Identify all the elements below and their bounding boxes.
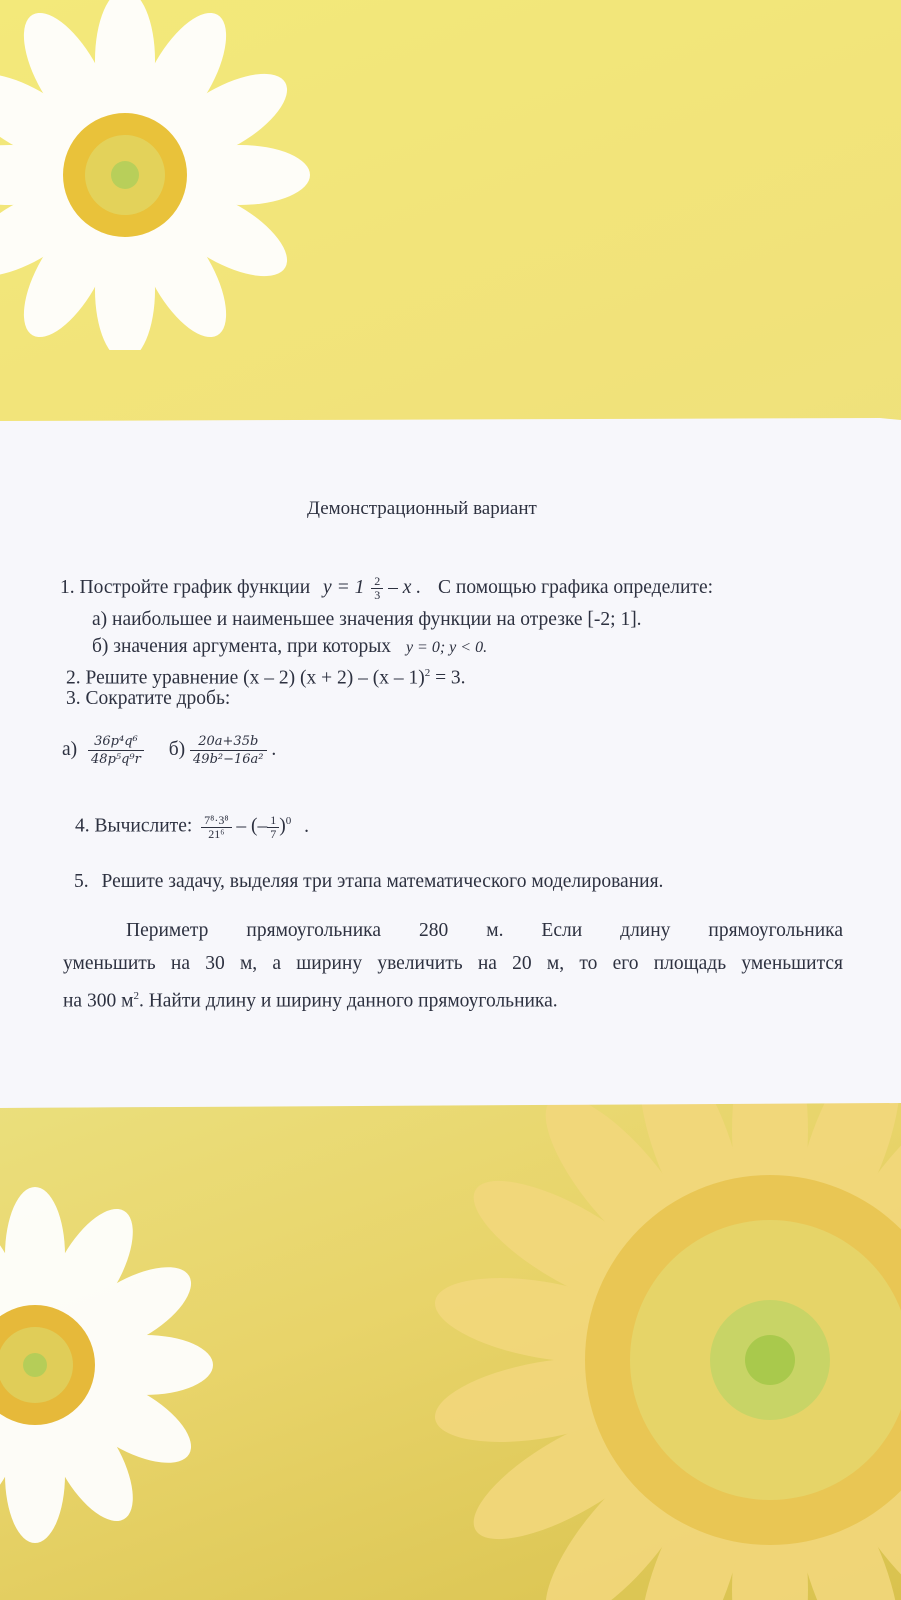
task-3-number: 3. bbox=[66, 688, 81, 709]
task-3-a-numerator: 36p⁴q⁶ bbox=[88, 733, 144, 751]
task-1-prefix: Постройте график функции bbox=[79, 576, 311, 598]
task-1-part-b bbox=[92, 635, 487, 660]
task-3-b-fraction bbox=[190, 733, 266, 768]
task-3-a-label: а) bbox=[62, 738, 78, 760]
daisy-flower-top-left bbox=[0, 0, 360, 350]
sunflower-bottom-right bbox=[370, 1090, 901, 1600]
task-5-problem-line-3 bbox=[63, 980, 843, 1018]
task-4-middle: – (– bbox=[236, 815, 268, 837]
task-4-inner-fraction bbox=[267, 814, 279, 841]
task-3-a-fraction bbox=[88, 733, 144, 768]
task-5-problem-paragraph bbox=[63, 914, 843, 1018]
task-2-number: 2. bbox=[66, 667, 81, 689]
task-4-numerator: 7⁸·3⁸ bbox=[201, 814, 231, 828]
task-3-b-numerator: 20a+35b bbox=[190, 733, 266, 751]
task-5-area-value: на 300 м bbox=[63, 990, 134, 1012]
task-4-close-paren: ) bbox=[279, 815, 286, 837]
task-5-problem-end: . Найти длину и ширину данного прямоугольника. bbox=[138, 990, 558, 1012]
task-1-fraction bbox=[371, 575, 383, 602]
task-4-exponent: 0 bbox=[285, 815, 292, 827]
task-3-b-denominator: 49b²−16a² bbox=[193, 752, 264, 767]
task-1-suffix: С помощью графика определите: bbox=[438, 576, 714, 598]
daisy-flower-bottom-left bbox=[0, 1170, 250, 1600]
task-3-text: Сократите дробь: bbox=[85, 688, 231, 709]
task-4-fraction bbox=[201, 814, 231, 841]
task-1-function-tail: – x . bbox=[388, 576, 422, 598]
task-4-line bbox=[75, 809, 309, 841]
task-1-number: 1. bbox=[60, 576, 75, 598]
task-4-text: Вычислите: bbox=[94, 815, 193, 837]
task-5-number: 5. bbox=[74, 871, 89, 892]
task-4-inner-denominator: 7 bbox=[270, 826, 277, 841]
task-3-a-denominator: 48p⁵q⁹r bbox=[91, 752, 141, 767]
task-5-problem-line-1: Периметр прямоугольника 280 м. Если длину прямоугольника bbox=[126, 920, 843, 941]
task-1-part-a: а) наибольшее и наименьшее значения функции на отрезке [-2; 1]. bbox=[92, 609, 642, 630]
task-1-fraction-numerator: 2 bbox=[371, 575, 383, 589]
task-1-fraction-denominator: 3 bbox=[374, 588, 381, 602]
task-4-number: 4. bbox=[75, 815, 90, 837]
task-3-line bbox=[66, 687, 230, 711]
task-2-text: Решите уравнение (х – 2) (х + 2) – (х – 1) bbox=[85, 667, 425, 689]
task-5-line bbox=[74, 870, 663, 894]
task-5-problem-line-2: уменьшить на 30 м, а ширину увеличить на 20 м, то его площадь уменьшится bbox=[63, 953, 843, 974]
task-3-fractions bbox=[62, 733, 276, 768]
task-5-text: Решите задачу, выделяя три этапа математического моделирования. bbox=[101, 871, 664, 892]
task-3-b-end: . bbox=[271, 738, 277, 760]
task-2-exponent: 2 bbox=[424, 667, 431, 679]
task-4-inner-numerator: 1 bbox=[267, 814, 279, 828]
document-title: Демонстрационный вариант bbox=[307, 498, 537, 519]
task-3-b-label: б) bbox=[168, 738, 186, 760]
task-1-part-b-text: б) значения аргумента, при которых bbox=[92, 636, 392, 657]
task-2-tail: = 3. bbox=[435, 667, 466, 689]
task-1-part-b-condition: y = 0; y < 0. bbox=[405, 639, 488, 656]
task-1-function: y = 1 bbox=[323, 576, 365, 598]
task-4-end: . bbox=[304, 815, 310, 837]
task-5-area-exponent: 2 bbox=[133, 990, 139, 1002]
task-1-line bbox=[60, 575, 713, 602]
task-4-denominator: 21⁶ bbox=[208, 826, 225, 841]
